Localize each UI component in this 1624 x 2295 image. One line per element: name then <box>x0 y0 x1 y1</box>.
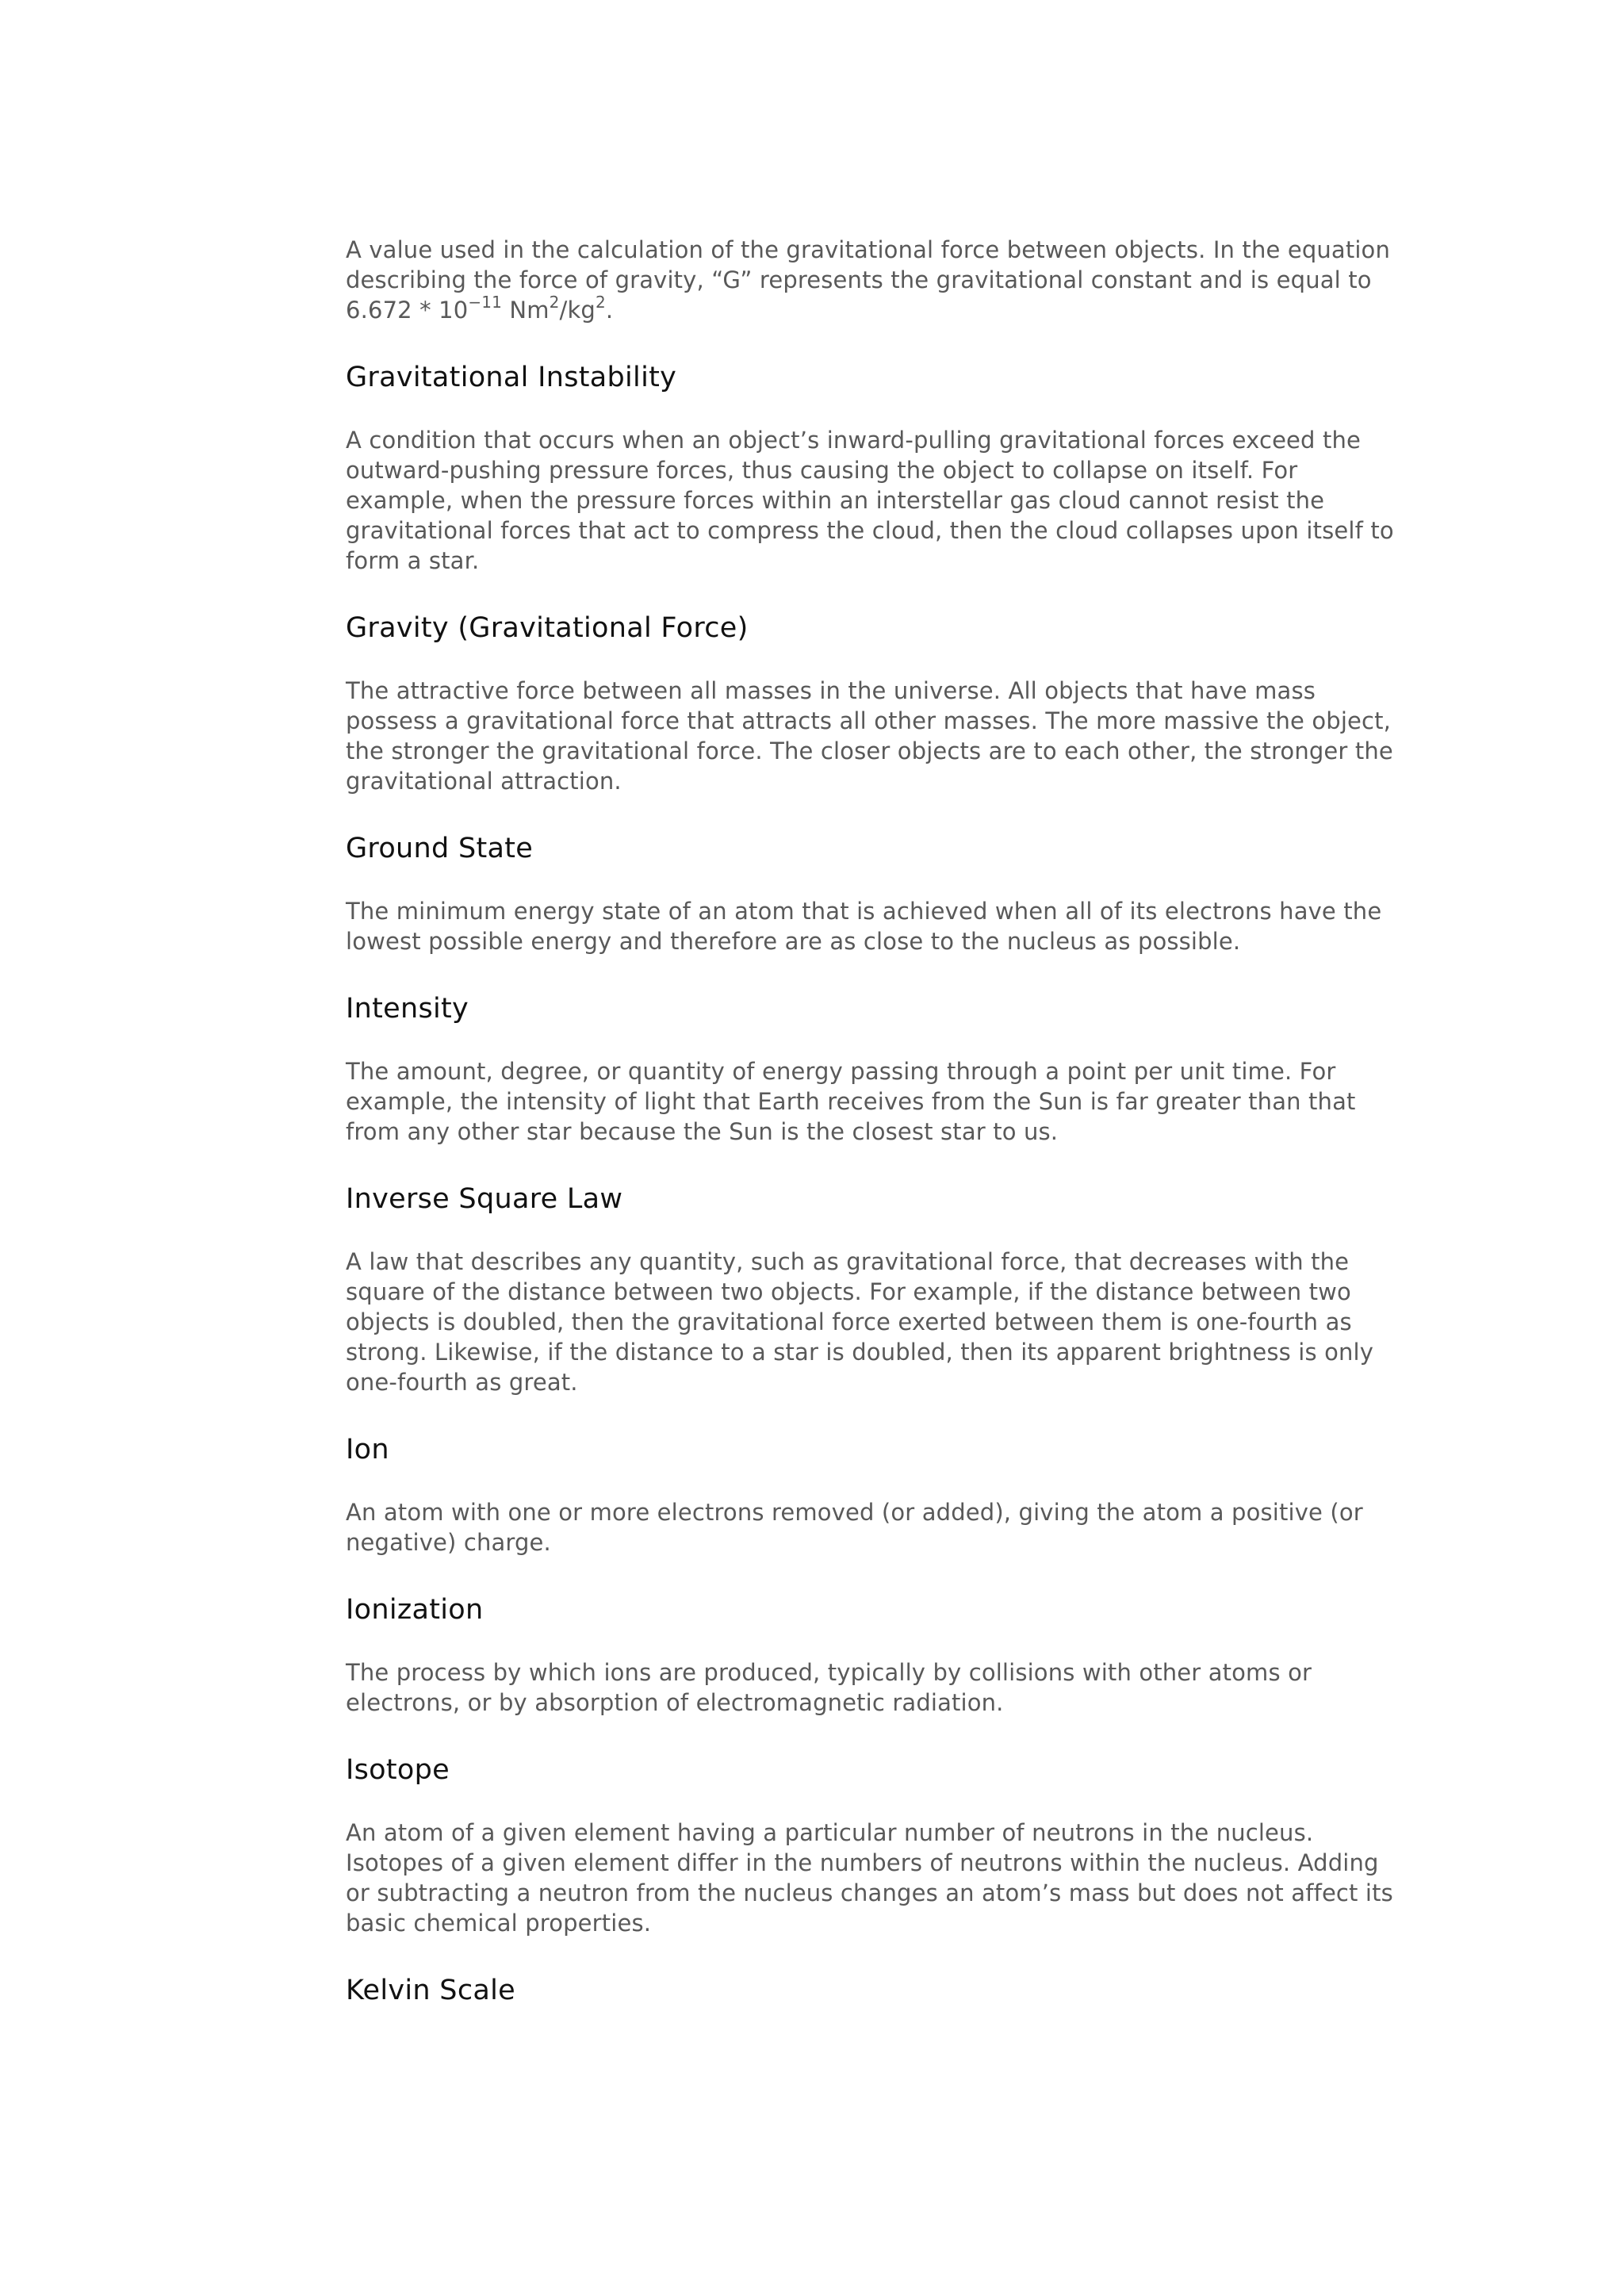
gravitational-constant-definition <box>346 235 1408 325</box>
intro-exponent: −11 <box>468 293 503 312</box>
term-heading: Ionization <box>346 1594 484 1626</box>
intro-exponent-3: 2 <box>595 293 606 312</box>
term-definition: An atom of a given element having a particular number of neutrons in the nucleus. Isotopes of a given element differ in the numbers of neutrons within the nucleus. Adding or subtracting a neutron from the nucleus changes an atom’s mass but does not affect its basic chemical properties. <box>346 1819 1393 1937</box>
term-heading: Isotope <box>346 1754 450 1786</box>
term-definition: An atom with one or more electrons removed (or added), giving the atom a positive (or negative) charge. <box>346 1499 1363 1556</box>
term-definition: A condition that occurs when an object’s inward-pulling gravitational forces exceed the outward-pushing pressure forces, thus causing the object to collapse on itself. For example, when the pressure forces within an interstellar gas cloud cannot resist the gravitational forces that act to compress the cloud, then the cloud collapses upon itself to form a star. <box>346 427 1394 574</box>
term-heading: Ion <box>346 1434 389 1466</box>
intro-text-between: Nm <box>502 297 550 324</box>
term-heading: Gravity (Gravitational Force) <box>346 612 749 644</box>
term-heading: Kelvin Scale <box>346 1975 515 2006</box>
intro-text-between-2: /kg <box>559 297 596 324</box>
intro-exponent-2: 2 <box>549 293 560 312</box>
intro-text-before-exponent: A value used in the calculation of the gravitational force between objects. In the equation describing the force of gravity, “G” represents the gravitational constant and is equal to 6.672 * 10 <box>346 236 1390 324</box>
term-definition: The amount, degree, or quantity of energy passing through a point per unit time. For example, the intensity of light that Earth receives from the Sun is far greater than that from any other star because the Sun is the closest star to us. <box>346 1058 1356 1145</box>
term-heading: Gravitational Instability <box>346 362 677 393</box>
term-definition: A law that describes any quantity, such as gravitational force, that decreases with the square of the distance between two objects. For example, if the distance between two objects is doubled, then the gravitational force exerted between them is one-fourth as strong. Likewise, if the distance to a star is doubled, then its apparent brightness is only one-fourth as great. <box>346 1248 1374 1396</box>
term-heading: Ground State <box>346 833 534 864</box>
glossary-content <box>346 235 1408 2038</box>
intro-text-after: . <box>605 297 614 324</box>
term-definition: The process by which ions are produced, typically by collisions with other atoms or electrons, or by absorption of electromagnetic radiation. <box>346 1659 1312 1716</box>
term-heading: Intensity <box>346 993 469 1025</box>
term-definition: The attractive force between all masses in the universe. All objects that have mass possess a gravitational force that attracts all other masses. The more massive the object, the stronger the gravitational force. The closer objects are to each other, the stronger the gravitational attraction. <box>346 677 1393 795</box>
term-heading: Inverse Square Law <box>346 1183 623 1215</box>
term-definition: The minimum energy state of an atom that is achieved when all of its electrons have the lowest possible energy and therefore are as close to the nucleus as possible. <box>346 898 1382 955</box>
